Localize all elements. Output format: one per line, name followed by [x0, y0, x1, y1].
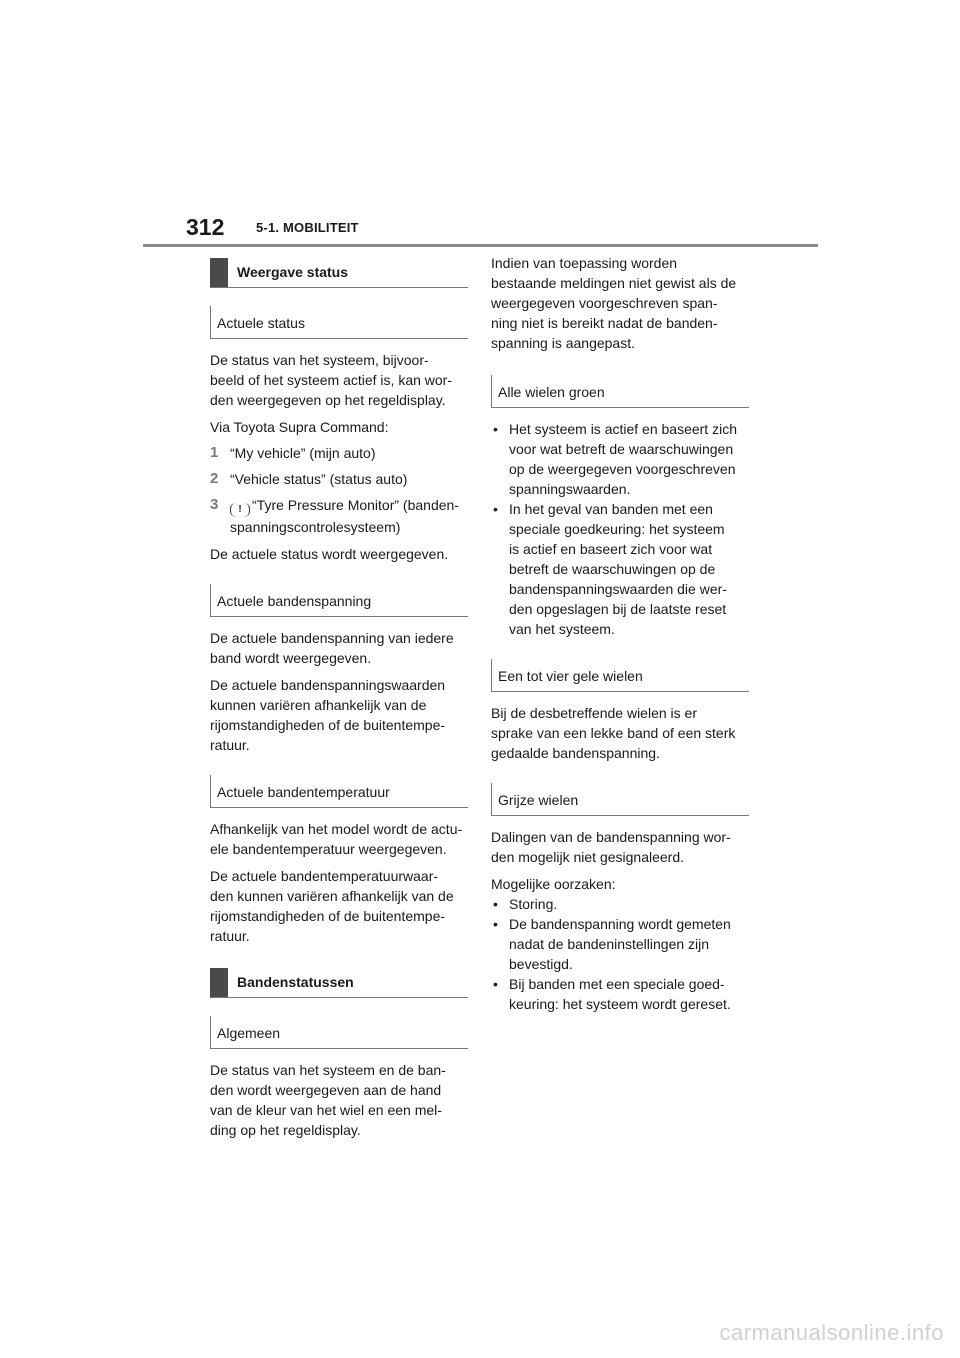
left-column — [210, 250, 468, 1140]
heading-weergave-status: Weergave status — [210, 258, 468, 288]
list-item: • Bij banden met een speciale goed- keuring: het systeem wordt gereset. — [491, 974, 749, 1014]
tyre-warning-icon: ! — [230, 503, 250, 517]
paragraph: Mogelijke oorzaken: — [491, 876, 616, 892]
subheading-grijze-wielen: Grijze wielen — [491, 783, 749, 816]
paragraph: Indien van toepassing worden bestaande meldingen niet gewist als de weergegeven voorgeschreven span- ning niet is bereikt nadat de banden- spanning is aangepast. — [491, 255, 737, 351]
list-item: • In het geval van banden met een speciale goedkeuring: het systeem is actief en baseert zich voor wat betreft de waarschuwingen op de bandenspanningswaarden die wer- den opgeslagen bij de laatste reset van het systeem. — [491, 499, 749, 639]
subheading-alle-wielen-groen: Alle wielen groen — [491, 375, 749, 408]
bullet-list — [491, 419, 749, 639]
paragraph: Via Toyota Supra Command: — [210, 419, 389, 435]
paragraph: De status van het systeem, bijvoor- beeld of het systeem actief is, kan wor- den weergegeven op het regeldisplay. — [210, 352, 452, 408]
subheading-algemeen: Algemeen — [210, 1016, 468, 1049]
step-2: 2 “Vehicle status” (status auto) — [210, 470, 408, 487]
heading-bandenstatussen: Bandenstatussen — [210, 968, 468, 998]
subheading-actuele-bandentemperatuur: Actuele bandentemperatuur — [210, 775, 468, 808]
subheading-actuele-status: Actuele status — [210, 306, 468, 339]
paragraph: De actuele bandenspanningswaarden kunnen variëren afhankelijk van de rijomstandigheden of de buitentempe- ratuur. — [210, 677, 446, 753]
heading-bar — [210, 968, 228, 997]
subheading-actuele-bandenspanning: Actuele bandenspanning — [210, 584, 468, 617]
header-rule — [143, 244, 818, 247]
page-number: 312 — [186, 214, 225, 240]
paragraph: De status van het systeem en de ban- den wordt weergegeven aan de hand van de kleur van het wiel en een mel- ding op het regeldisplay. — [210, 1062, 446, 1138]
paragraph: Afhankelijk van het model wordt de actu- ele bandentemperatuur weergegeven. — [210, 821, 463, 857]
list-item: • Het systeem is actief en baseert zich voor wat betreft de waarschuwingen op de weergegeven voorgeschreven spanningswaarden. — [491, 419, 749, 499]
list-item: • Storing. — [491, 894, 749, 914]
paragraph: Dalingen van de bandenspanning wor- den mogelijk niet gesignaleerd. — [491, 829, 731, 865]
step-1: 1 “My vehicle” (mijn auto) — [210, 444, 376, 461]
heading-bar — [210, 258, 228, 287]
list-item: • De bandenspanning wordt gemeten nadat de bandeninstellingen zijn bevestigd. — [491, 914, 749, 974]
bullet-list — [491, 894, 749, 1014]
paragraph: Bij de desbetreffende wielen is er sprake van een lekke band of een sterk gedaalde bandenspanning. — [491, 705, 736, 761]
step-3: 3 ! “Tyre Pressure Monitor” (banden- spanningscontrolesysteem) — [210, 496, 459, 535]
paragraph: De actuele bandentemperatuurwaar- den kunnen variëren afhankelijk van de rijomstandigheden of de buitentempe- ratuur. — [210, 868, 454, 944]
section-label: 5-1. MOBILITEIT — [256, 220, 359, 235]
subheading-gele-wielen: Een tot vier gele wielen — [491, 659, 749, 692]
paragraph: De actuele status wordt weergegeven. — [210, 546, 449, 562]
right-column — [491, 253, 749, 1014]
watermark: carmanualsonline.info — [719, 1320, 944, 1345]
paragraph: De actuele bandenspanning van iedere band wordt weergegeven. — [210, 630, 454, 666]
